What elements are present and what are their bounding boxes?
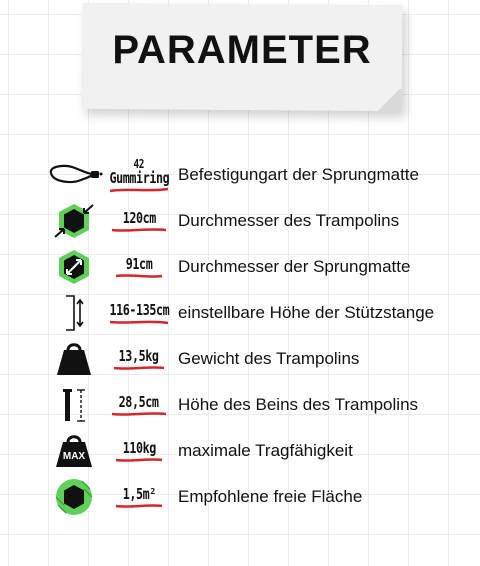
red-underline	[108, 365, 170, 371]
parameter-row	[0, 382, 480, 428]
parameter-row	[0, 152, 480, 198]
parameter-row	[0, 244, 480, 290]
parameter-value	[104, 152, 174, 198]
free-space-icon	[44, 474, 104, 520]
parameter-row	[0, 198, 480, 244]
parameter-value	[104, 290, 174, 336]
red-underline	[108, 411, 170, 417]
parameter-label: Durchmesser des Trampolins	[178, 211, 400, 230]
page-curl	[376, 89, 402, 111]
value-text: 28,5cm	[119, 392, 159, 411]
parameter-value	[104, 382, 174, 428]
parameter-row	[0, 336, 480, 382]
parameter-label: Höhe des Beins des Trampolins	[178, 395, 419, 414]
value-text: 110kg	[122, 438, 156, 457]
parameter-row	[0, 474, 480, 520]
leg-height-icon	[44, 382, 104, 428]
parameter-value	[104, 428, 174, 474]
red-underline	[108, 319, 170, 325]
parameter-row	[0, 290, 480, 336]
value-text: 13,5kg	[119, 346, 159, 365]
parameter-value	[104, 474, 174, 520]
red-underline	[108, 187, 170, 193]
parameter-label: Befestigungart der Sprungmatte	[178, 165, 419, 184]
value-text: 1,5m²	[122, 484, 156, 503]
parameter-label: Empfohlene freie Fläche	[178, 487, 363, 506]
parameter-label: Durchmesser der Sprungmatte	[178, 257, 411, 276]
jump-mat-diameter-icon	[44, 244, 104, 290]
max-icon-label: MAX	[62, 451, 86, 462]
page-title: PARAMETER	[112, 28, 372, 72]
value-text: Gummiring	[109, 168, 169, 187]
parameter-label: maximale Tragfähigkeit	[178, 441, 353, 460]
value-text: 116-135cm	[109, 300, 169, 319]
parameter-row	[0, 428, 480, 474]
weight-icon	[44, 336, 104, 382]
bungee-cord-icon	[44, 152, 104, 198]
value-text: 91cm	[125, 254, 153, 273]
red-underline	[108, 503, 170, 509]
red-underline	[108, 457, 170, 463]
adjustable-height-icon	[44, 290, 104, 336]
parameter-value	[104, 244, 174, 290]
max-weight-icon	[44, 428, 104, 474]
parameter-label: Gewicht des Trampolins	[178, 349, 360, 368]
red-underline	[108, 273, 170, 279]
trampoline-frame-diameter-icon	[44, 198, 104, 244]
value-top-text: 42	[133, 156, 145, 171]
value-text: 120cm	[122, 208, 156, 227]
red-underline	[108, 227, 170, 233]
parameter-label: einstellbare Höhe der Stützstange	[178, 303, 435, 322]
parameter-value	[104, 198, 174, 244]
parameter-value	[104, 336, 174, 382]
